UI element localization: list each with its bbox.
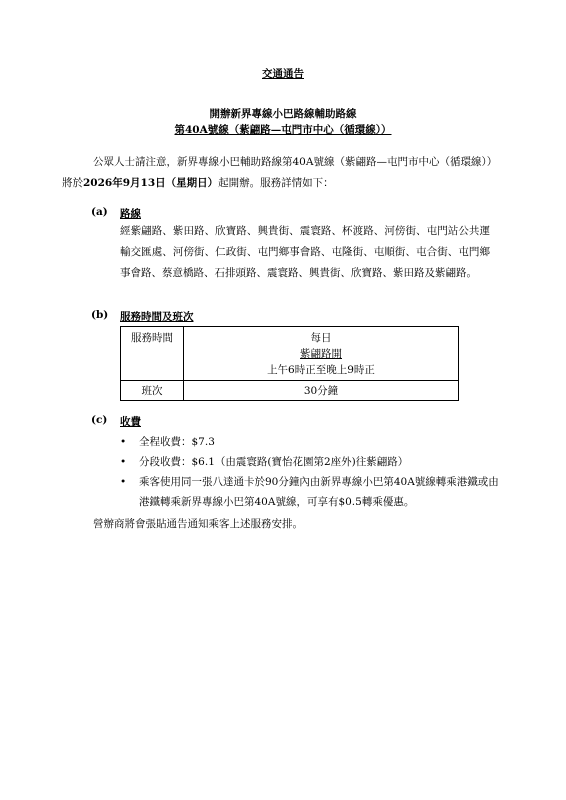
bullet-icon: • (120, 436, 127, 448)
notice-heading: 交通通告 (262, 68, 304, 80)
list-item (120, 452, 500, 472)
list-item (120, 432, 500, 452)
service-hours-label: 服務時間 (121, 327, 184, 381)
bullet-icon: • (120, 456, 127, 468)
section-b-letter: (b) (91, 309, 109, 321)
title-line-2: 第40A號線（紫翩路—屯門市中心（循環線）） (174, 124, 392, 136)
list-item (120, 472, 500, 512)
title-line-1: 開辦新界專線小巴路線輔助路線 (209, 108, 357, 120)
section-b-heading: 服務時間及班次 (120, 311, 194, 323)
section-a-heading: 路線 (120, 208, 141, 220)
intro-start-date: 2026年9月13日（星期日） (83, 177, 219, 189)
intro-text-pre: 公眾人士請注意，新界專線小巴輔助路線第40A號線（紫翩路—屯門市中心（循環線））將於 (62, 156, 498, 189)
service-table (120, 326, 459, 401)
table-row (121, 327, 459, 381)
fare-full-journey: 全程收費：$7.3 (139, 436, 215, 448)
table-row (121, 381, 459, 401)
intro-text-post: 起開辦。服務詳情如下： (218, 177, 334, 189)
closing-statement: 營辦商將會張貼通告通知乘客上述服務安排。 (93, 518, 303, 530)
section-c-heading: 收費 (120, 416, 141, 428)
fare-interchange-discount: 乘客使用同一張八達通卡於90分鐘內由新界專線小巴第40A號線轉乘港鐵或由港鐵轉乘新界專線小巴第40A號線，可享有$0.5轉乘優惠。 (139, 476, 499, 508)
section-c-letter: (c) (91, 414, 108, 426)
section-a-letter: (a) (91, 206, 108, 218)
intro-paragraph (62, 152, 502, 194)
frequency-value: 30分鐘 (184, 381, 459, 401)
route-description: 經紫翩路、紫田路、欣寶路、興貴街、震寰路、杯渡路、河傍街、屯門站公共運輸交匯處、河傍街、仁政街、屯門鄉事會路、屯隆街、屯順街、屯合街、屯門鄉事會路、蔡意橋路、石排頭路、震寰路、興貴街、欣寶路、紫田路及紫翩路。 (120, 225, 490, 279)
service-day: 每日 (310, 332, 332, 344)
frequency-label: 班次 (121, 381, 184, 401)
bullet-icon: • (120, 476, 127, 488)
fare-sectional: 分段收費：$6.1（由震寰路(寶怡花園第2座外)往紫翩路） (139, 456, 409, 468)
service-origin: 紫翩路開 (300, 348, 342, 360)
service-hours-cell (184, 327, 459, 381)
fare-list (120, 432, 500, 512)
service-hours-range: 上午6時正至晚上9時正 (267, 364, 375, 376)
